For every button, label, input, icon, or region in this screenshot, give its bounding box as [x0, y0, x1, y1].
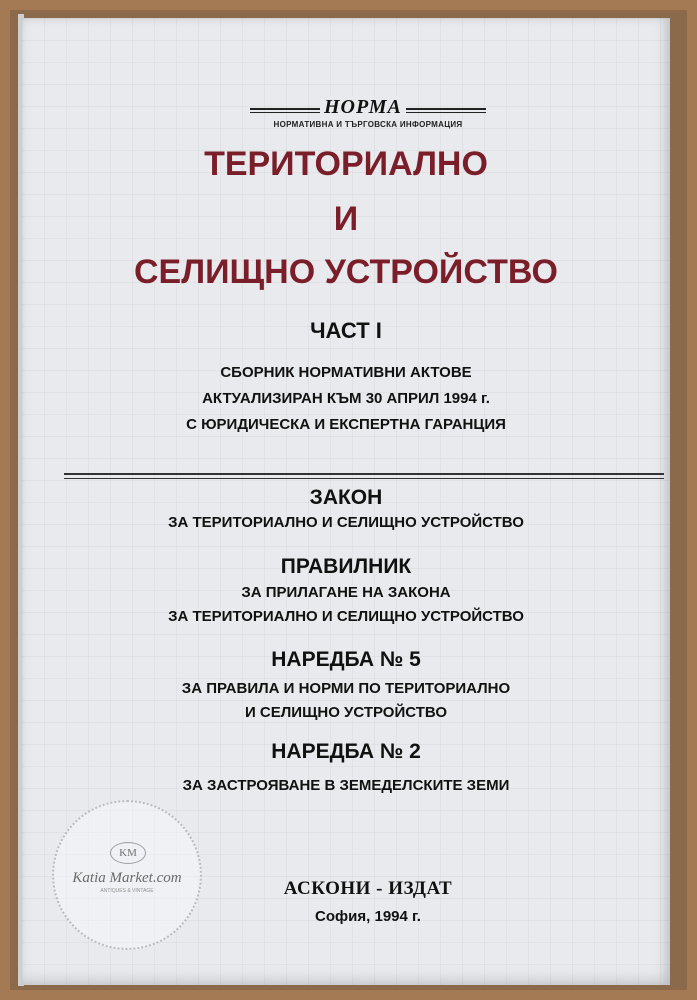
divider-thin — [64, 478, 664, 479]
logo-tagline: НОРМАТИВНА И ТЪРГОВСКА ИНФОРМАЦИЯ — [273, 120, 463, 129]
divider — [64, 473, 664, 475]
part-label: ЧАСТ I — [310, 318, 382, 343]
title-line-3: СЕЛИЩНО УСТРОЙСТВО — [134, 253, 558, 291]
logo-wordmark: НОРМА — [320, 96, 406, 119]
section-title: НАРЕДБА № 5 — [271, 648, 421, 671]
publisher-logo — [250, 92, 486, 132]
watermark-monogram: KM — [110, 842, 146, 864]
section-line: ЗА ТЕРИТОРИАЛНО И СЕЛИЩНО УСТРОЙСТВО — [168, 514, 524, 531]
section-title: НАРЕДБА № 2 — [271, 740, 421, 763]
watermark-tagline: ANTIQUES & VINTAGE — [100, 888, 154, 894]
subtitle-line-2: АКТУАЛИЗИРАН КЪМ 30 АПРИЛ 1994 г. — [202, 390, 490, 407]
section-line: ЗА ЗАСТРОЯВАНЕ В ЗЕМЕДЕЛСКИТЕ ЗЕМИ — [182, 777, 510, 794]
publisher-place: София, 1994 г. — [315, 908, 421, 925]
title-line-2: И — [333, 200, 359, 238]
title-line-1: ТЕРИТОРИАЛНО — [204, 145, 488, 183]
subtitle-line-1: СБОРНИК НОРМАТИВНИ АКТОВЕ — [220, 364, 472, 381]
section-title: ПРАВИЛНИК — [280, 555, 412, 578]
watermark-name: Katia Market.com — [72, 870, 182, 886]
publisher-name: АСКОНИ - ИЗДАТ — [283, 878, 453, 899]
section-line: ЗА ПРИЛАГАНЕ НА ЗАКОНА — [241, 584, 451, 601]
section-title: ЗАКОН — [309, 486, 383, 509]
section-line: И СЕЛИЩНО УСТРОЙСТВО — [244, 704, 447, 721]
section-line: ЗА ПРАВИЛА И НОРМИ ПО ТЕРИТОРИАЛНО — [181, 680, 511, 697]
subtitle-line-3: С ЮРИДИЧЕСКА И ЕКСПЕРТНА ГАРАНЦИЯ — [186, 416, 506, 433]
section-line: ЗА ТЕРИТОРИАЛНО И СЕЛИЩНО УСТРОЙСТВО — [168, 608, 524, 625]
